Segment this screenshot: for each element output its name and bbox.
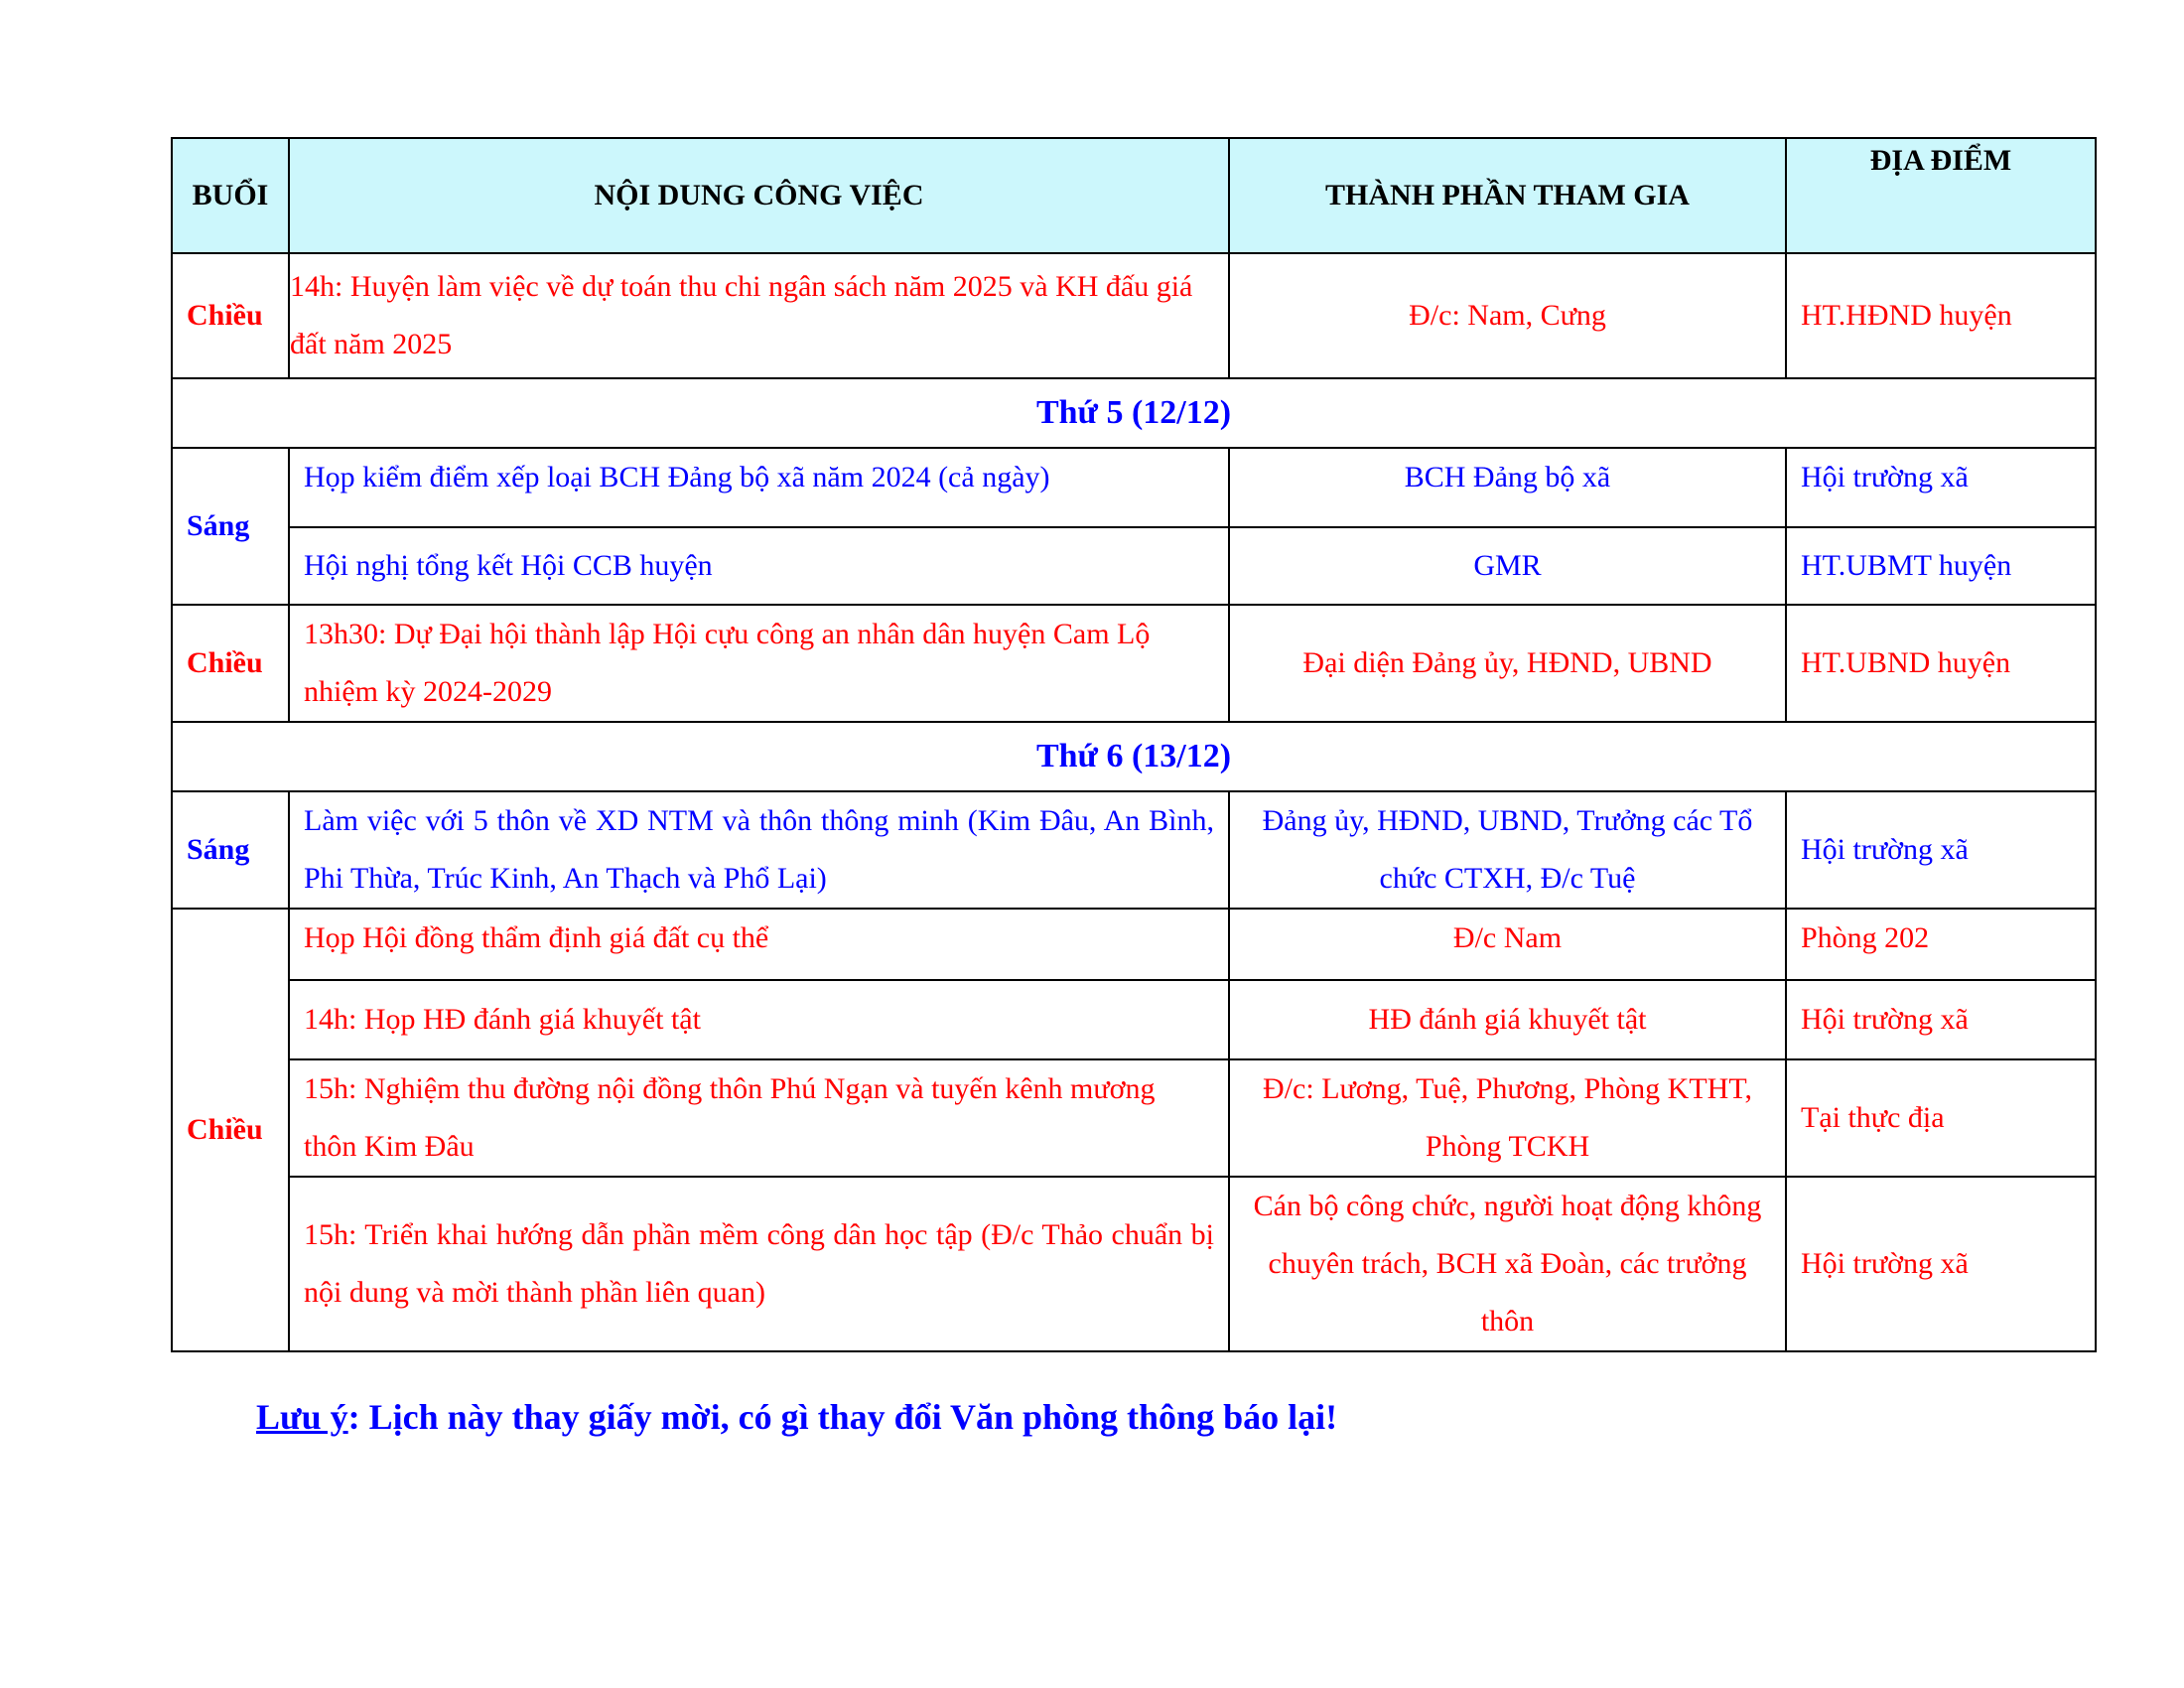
participants-cell: HĐ đánh giá khuyết tật (1229, 980, 1786, 1059)
header-participants: THÀNH PHẦN THAM GIA (1229, 138, 1786, 253)
table-header (172, 138, 2096, 253)
place-cell: Hội trường xã (1786, 1177, 2096, 1351)
header-content: NỘI DUNG CÔNG VIỆC (289, 138, 1229, 253)
participants-cell: Đ/c: Lương, Tuệ, Phương, Phòng KTHT, Phòng TCKH (1229, 1059, 1786, 1177)
content-cell: 15h: Nghiệm thu đường nội đồng thôn Phú Ngạn và tuyến kênh mương thôn Kim Đâu (289, 1059, 1229, 1177)
session-cell: Sáng (172, 791, 289, 909)
table-row (172, 1059, 2096, 1177)
content-cell: Họp kiểm điểm xếp loại BCH Đảng bộ xã năm 2024 (cả ngày) (289, 448, 1229, 527)
footnote-label: Lưu ý (256, 1397, 348, 1437)
header-row (172, 138, 2096, 253)
place-cell: HT.UBMT huyện (1786, 527, 2096, 605)
session-cell: Chiều (172, 605, 289, 722)
content-cell: 15h: Triển khai hướng dẫn phần mềm công dân học tập (Đ/c Thảo chuẩn bị nội dung và mời thành phần liên quan) (289, 1177, 1229, 1351)
content-cell: 13h30: Dự Đại hội thành lập Hội cựu công an nhân dân huyện Cam Lộ nhiệm kỳ 2024-2029 (289, 605, 1229, 722)
participants-cell: Đ/c: Nam, Cưng (1229, 253, 1786, 378)
table-row (172, 605, 2096, 722)
table-row (172, 909, 2096, 980)
content-cell: Họp Hội đồng thẩm định giá đất cụ thể (289, 909, 1229, 980)
session-cell: Sáng (172, 448, 289, 605)
place-cell: HT.HĐND huyện (1786, 253, 2096, 378)
session-cell: Chiều (172, 909, 289, 1351)
content-cell: Hội nghị tổng kết Hội CCB huyện (289, 527, 1229, 605)
content-cell: Làm việc với 5 thôn về XD NTM và thôn thông minh (Kim Đâu, An Bình, Phi Thừa, Trúc Kinh, An Thạch và Phổ Lại) (289, 791, 1229, 909)
content-cell: 14h: Huyện làm việc về dự toán thu chi ngân sách năm 2025 và KH đấu giá đất năm 2025 (289, 253, 1229, 378)
day-row (172, 378, 2096, 448)
place-cell: HT.UBND huyện (1786, 605, 2096, 722)
table-row (172, 980, 2096, 1059)
footnote (256, 1396, 1337, 1438)
header-session: BUỔI (172, 138, 289, 253)
participants-cell: Đ/c Nam (1229, 909, 1786, 980)
header-place: ĐỊA ĐIỂM (1786, 138, 2096, 253)
schedule-sheet (171, 137, 2095, 1352)
place-cell: Hội trường xã (1786, 980, 2096, 1059)
participants-cell: GMR (1229, 527, 1786, 605)
day-heading: Thứ 5 (12/12) (172, 378, 2096, 448)
table-row (172, 1177, 2096, 1351)
content-cell: 14h: Họp HĐ đánh giá khuyết tật (289, 980, 1229, 1059)
day-heading: Thứ 6 (13/12) (172, 722, 2096, 791)
day-row (172, 722, 2096, 791)
table-row (172, 253, 2096, 378)
table-row (172, 527, 2096, 605)
session-cell: Chiều (172, 253, 289, 378)
table-row (172, 448, 2096, 527)
schedule-table (171, 137, 2097, 1352)
place-cell: Hội trường xã (1786, 448, 2096, 527)
participants-cell: Cán bộ công chức, người hoạt động không chuyên trách, BCH xã Đoàn, các trưởng thôn (1229, 1177, 1786, 1351)
place-cell: Hội trường xã (1786, 791, 2096, 909)
participants-cell: BCH Đảng bộ xã (1229, 448, 1786, 527)
place-cell: Phòng 202 (1786, 909, 2096, 980)
footnote-text: : Lịch này thay giấy mời, có gì thay đổi Văn phòng thông báo lại! (347, 1397, 1338, 1437)
participants-cell: Đảng ủy, HĐND, UBND, Trưởng các Tổ chức CTXH, Đ/c Tuệ (1229, 791, 1786, 909)
participants-cell: Đại diện Đảng ủy, HĐND, UBND (1229, 605, 1786, 722)
table-body (172, 253, 2096, 1351)
table-row (172, 791, 2096, 909)
place-cell: Tại thực địa (1786, 1059, 2096, 1177)
